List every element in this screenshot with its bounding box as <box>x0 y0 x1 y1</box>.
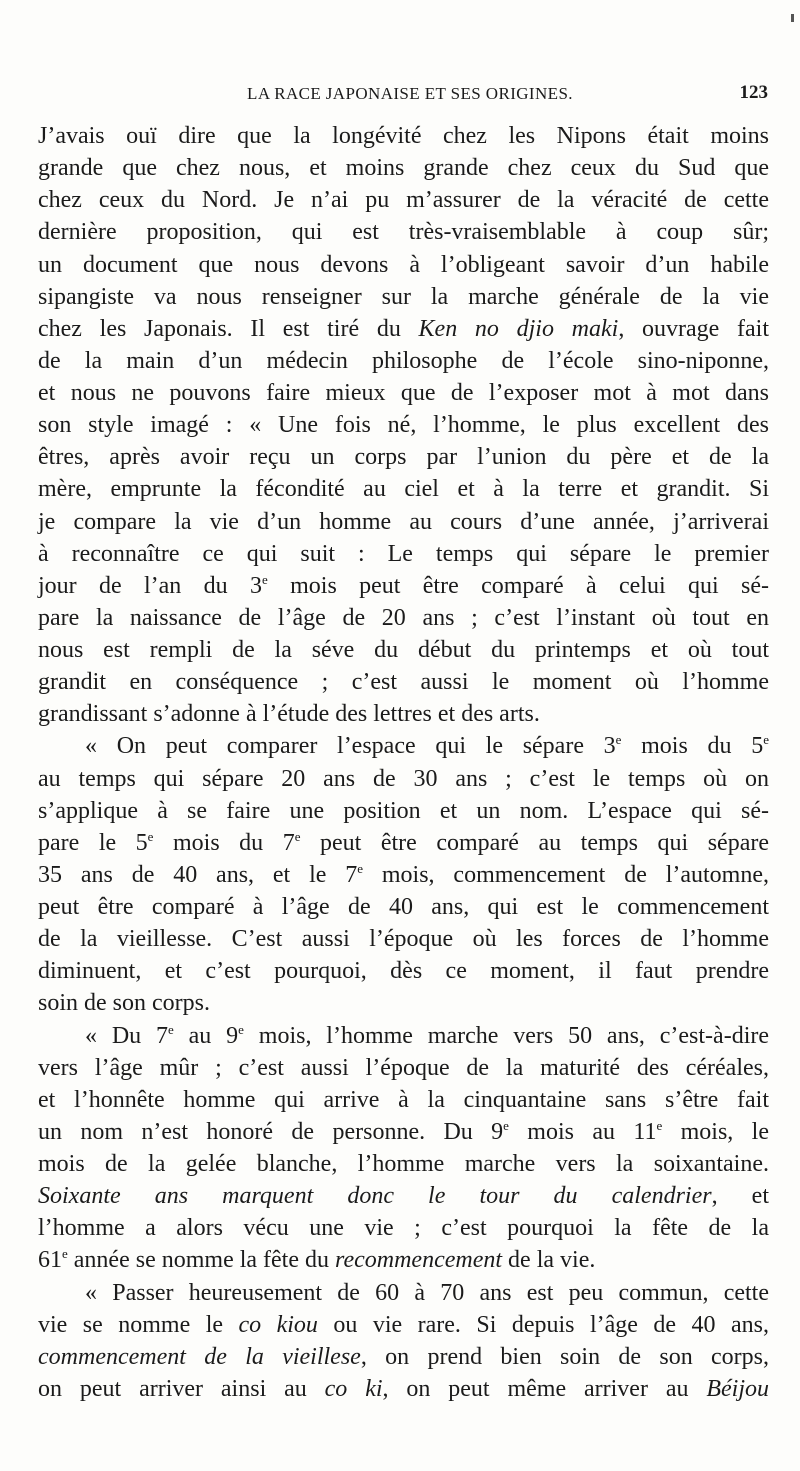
text-segment: pare le 5 <box>38 829 148 856</box>
text-line <box>38 570 769 602</box>
text-line <box>38 377 769 409</box>
superscript: e <box>357 860 364 876</box>
page-header <box>0 84 800 114</box>
text-segment: , on peut même arriver au <box>382 1375 707 1402</box>
text-segment: « On peut comparer l’espace qui le sépare 3 <box>85 733 616 760</box>
text-segment: année se nomme la fête du <box>67 1247 336 1274</box>
superscript: e <box>147 828 154 844</box>
text-segment: grandit en conséquence ; c’est aussi le moment où l’homme <box>38 669 769 696</box>
superscript: e <box>62 1246 68 1262</box>
superscript: e <box>656 1117 663 1133</box>
italic-text: recommencement <box>335 1247 503 1274</box>
text-line <box>38 441 769 473</box>
text-line <box>38 795 769 827</box>
text-line <box>38 313 769 345</box>
text-segment: un document que nous devons à l’obligeant savoir d’un habile <box>38 251 769 278</box>
text-line <box>38 1277 769 1309</box>
superscript: e <box>503 1117 509 1133</box>
text-line <box>38 1180 769 1212</box>
text-segment: s’applique à se faire une position et un nom. L’espace qui sé- <box>38 797 769 824</box>
text-segment: et l’honnête homme qui arrive à la cinquantaine sans s’être fait <box>38 1086 769 1113</box>
scan-edge-mark <box>791 14 794 22</box>
text-segment: un nom n’est honoré de personne. Du 9 <box>38 1118 504 1145</box>
text-line <box>38 1020 769 1052</box>
text-line <box>38 1148 769 1180</box>
text-segment: mois, commencement de l’automne, <box>363 861 770 888</box>
superscript: e <box>261 571 268 587</box>
text-segment: J’avais ouï dire que la longévité chez les Nipons était moins <box>38 123 769 149</box>
text-line <box>38 473 769 505</box>
text-segment: , ouvrage fait <box>618 315 770 342</box>
italic-text: co ki <box>324 1375 383 1402</box>
text-segment: , et <box>711 1183 769 1210</box>
text-segment: vers l’âge mûr ; c’est aussi l’époque de la maturité des céréales, <box>38 1054 769 1081</box>
italic-text: Soixante ans marquent donc le tour du calendrier <box>38 1183 712 1210</box>
text-segment: mois au 11 <box>508 1118 657 1145</box>
text-segment: et nous ne pouvons faire mieux que de l’exposer mot à mot dans <box>38 380 769 406</box>
text-segment: diminuent, et c’est pourquoi, dès ce moment, il faut prendre <box>38 958 769 985</box>
text-segment: 35 ans de 40 ans, et le 7 <box>38 861 358 888</box>
text-segment: mois de la gelée blanche, l’homme marche vers la soixantaine. <box>38 1151 769 1177</box>
text-segment: « Du 7 <box>85 1022 169 1049</box>
text-segment: mois, le <box>662 1118 769 1145</box>
text-line <box>38 506 769 538</box>
text-segment: au temps qui sépare 20 ans de 30 ans ; c’est le temps où on <box>38 765 769 792</box>
text-segment: mois peut être comparé à celui qui sé- <box>267 572 769 599</box>
text-segment: mère, emprunte la fécondité au ciel et à la terre et grandit. Si <box>38 476 769 503</box>
italic-text: commencement de la vieillese <box>38 1343 361 1370</box>
superscript: e <box>168 1021 174 1037</box>
text-segment: grandissant s’adonne à l’étude des lettres et des arts. <box>38 701 540 728</box>
text-segment: peut être comparé au temps qui sépare <box>300 829 769 856</box>
text-line <box>38 666 769 698</box>
text-line <box>38 1244 769 1276</box>
text-line <box>38 602 769 634</box>
text-line <box>38 730 769 762</box>
text-line <box>38 955 769 987</box>
text-line <box>38 152 769 184</box>
text-segment: on peut arriver ainsi au <box>38 1375 325 1402</box>
text-segment: je compare la vie d’un homme au cours d’une année, j’arriverai <box>38 508 769 535</box>
text-segment: , on prend bien soin de son corps, <box>360 1343 769 1370</box>
text-segment: au 9 <box>173 1022 239 1049</box>
text-segment: « Passer heureusement de 60 à 70 ans est peu commun, cette <box>85 1279 769 1306</box>
text-segment: chez les Japonais. Il est tiré du <box>38 315 419 342</box>
text-segment: mois du 7 <box>153 829 295 856</box>
text-line <box>38 120 769 152</box>
text-segment: nous est rempli de la séve du début du printemps et où tout <box>38 637 769 663</box>
text-segment: pare la naissance de l’âge de 20 ans ; c’est l’instant où tout en <box>38 604 769 631</box>
text-line <box>38 987 769 1019</box>
text-line <box>38 538 769 570</box>
text-segment: êtres, après avoir reçu un corps par l’union du père et de la <box>38 444 769 471</box>
text-segment: mois du 5 <box>621 733 764 760</box>
text-line <box>38 891 769 923</box>
text-line <box>38 1052 769 1084</box>
text-segment: dernière proposition, qui est très-vraisemblable à coup sûr; <box>38 219 769 246</box>
text-segment: vie se nomme le <box>38 1311 239 1338</box>
text-line <box>38 859 769 891</box>
page-number: 123 <box>739 82 768 103</box>
text-segment: jour de l’an du 3 <box>38 572 262 599</box>
text-line <box>38 1116 769 1148</box>
superscript: e <box>294 828 301 844</box>
text-segment: soin de son corps. <box>38 990 210 1017</box>
text-segment: chez ceux du Nord. Je n’ai pu m’assurer de la véracité de cette <box>38 187 769 214</box>
text-segment: son style imagé : « Une fois né, l’homme, le plus excellent des <box>38 412 769 439</box>
italic-text: co kiou <box>238 1311 318 1338</box>
text-line <box>38 698 769 730</box>
body-text <box>38 120 769 1405</box>
text-segment: à reconnaître ce qui suit : Le temps qui sépare le premier <box>38 540 769 567</box>
text-line <box>38 1341 769 1373</box>
text-segment: sipangiste va nous renseigner sur la marche générale de la vie <box>38 283 769 310</box>
text-line <box>38 216 769 248</box>
text-line <box>38 923 769 955</box>
text-line <box>38 827 769 859</box>
text-line <box>38 634 769 666</box>
text-segment: 61 <box>38 1247 62 1274</box>
running-head: LA RACE JAPONAISE ET SES ORIGINES. <box>247 84 573 103</box>
text-segment: de la main d’un médecin philosophe de l’école sino-niponne, <box>38 347 769 374</box>
text-line <box>38 281 769 313</box>
text-line <box>38 1309 769 1341</box>
superscript: e <box>238 1021 244 1037</box>
italic-text: Ken no djio maki <box>418 315 619 342</box>
text-line <box>38 249 769 281</box>
superscript: e <box>615 732 622 748</box>
text-line <box>38 763 769 795</box>
text-line <box>38 1373 769 1405</box>
text-line <box>38 1212 769 1244</box>
text-segment: de la vie. <box>502 1247 596 1274</box>
text-segment: l’homme a alors vécu une vie ; c’est pourquoi la fête de la <box>38 1215 769 1242</box>
text-line <box>38 345 769 377</box>
text-segment: ou vie rare. Si depuis l’âge de 40 ans, <box>317 1311 769 1338</box>
text-line <box>38 1084 769 1116</box>
italic-text: Béijou <box>706 1375 770 1402</box>
text-segment: de la vieillesse. C’est aussi l’époque où les forces de l’homme <box>38 926 769 953</box>
text-line <box>38 409 769 441</box>
superscript: e <box>763 732 769 748</box>
text-segment: mois, l’homme marche vers 50 ans, c’est-à-dire <box>243 1022 770 1049</box>
text-segment: peut être comparé à l’âge de 40 ans, qui est le commencement <box>38 894 769 920</box>
text-segment: grande que chez nous, et moins grande chez ceux du Sud que <box>38 155 769 182</box>
text-line <box>38 184 769 216</box>
